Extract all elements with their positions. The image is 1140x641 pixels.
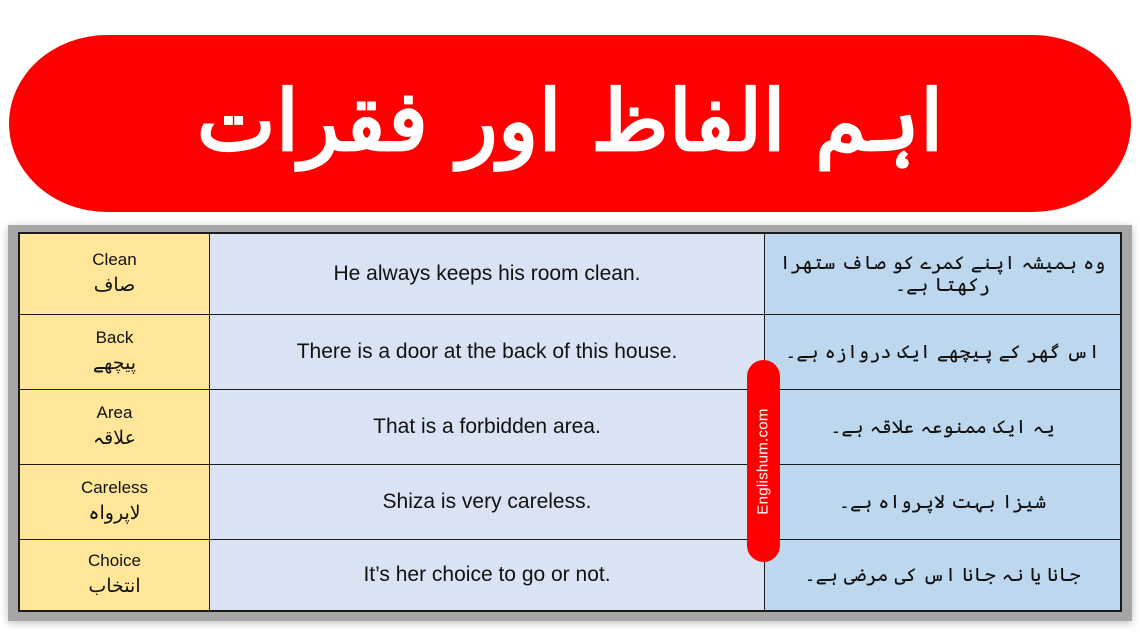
table-row (20, 465, 1120, 540)
word-urdu: لاپرواہ (88, 501, 141, 524)
sentence-urdu: اس گھر کے پیچھے ایک دروازہ ہے۔ (765, 315, 1120, 389)
sentence-english: It’s her choice to go or not. (210, 540, 765, 610)
table-row (20, 540, 1120, 610)
word-english: Careless (80, 478, 149, 498)
word-urdu: علاقہ (93, 426, 136, 449)
word-cell (20, 465, 210, 539)
sentence-urdu: وہ ہمیشہ اپنے کمرے کو صاف ستھرا رکھتا ہے۔ (765, 234, 1120, 314)
word-urdu: انتخاب (88, 574, 141, 597)
word-cell (20, 315, 210, 389)
vocabulary-table (18, 232, 1122, 612)
word-urdu: پیچھے (92, 351, 137, 374)
table-row (20, 390, 1120, 465)
watermark-badge (747, 360, 780, 562)
sentence-english: That is a forbidden area. (210, 390, 765, 464)
table-row (20, 315, 1120, 390)
word-english: Area (96, 403, 133, 423)
sentence-english: Shiza is very careless. (210, 465, 765, 539)
word-english: Back (95, 328, 134, 348)
word-english: Clean (92, 250, 137, 270)
watermark-text: Englishum.com (755, 407, 773, 515)
page-title: اہم الفاظ اور فقرات (196, 70, 944, 170)
word-english: Choice (88, 551, 141, 571)
table-row (20, 234, 1120, 315)
word-urdu: صاف (93, 273, 136, 296)
sentence-urdu: شیزا بہت لاپرواہ ہے۔ (765, 465, 1120, 539)
title-banner (9, 35, 1131, 212)
word-cell (20, 234, 210, 314)
sentence-english: There is a door at the back of this house. (210, 315, 765, 389)
word-cell (20, 390, 210, 464)
sentence-urdu: یہ ایک ممنوعہ علاقہ ہے۔ (765, 390, 1120, 464)
sentence-english: He always keeps his room clean. (210, 234, 765, 314)
sentence-urdu: جانا یا نہ جانا اس کی مرضی ہے۔ (765, 540, 1120, 610)
word-cell (20, 540, 210, 610)
